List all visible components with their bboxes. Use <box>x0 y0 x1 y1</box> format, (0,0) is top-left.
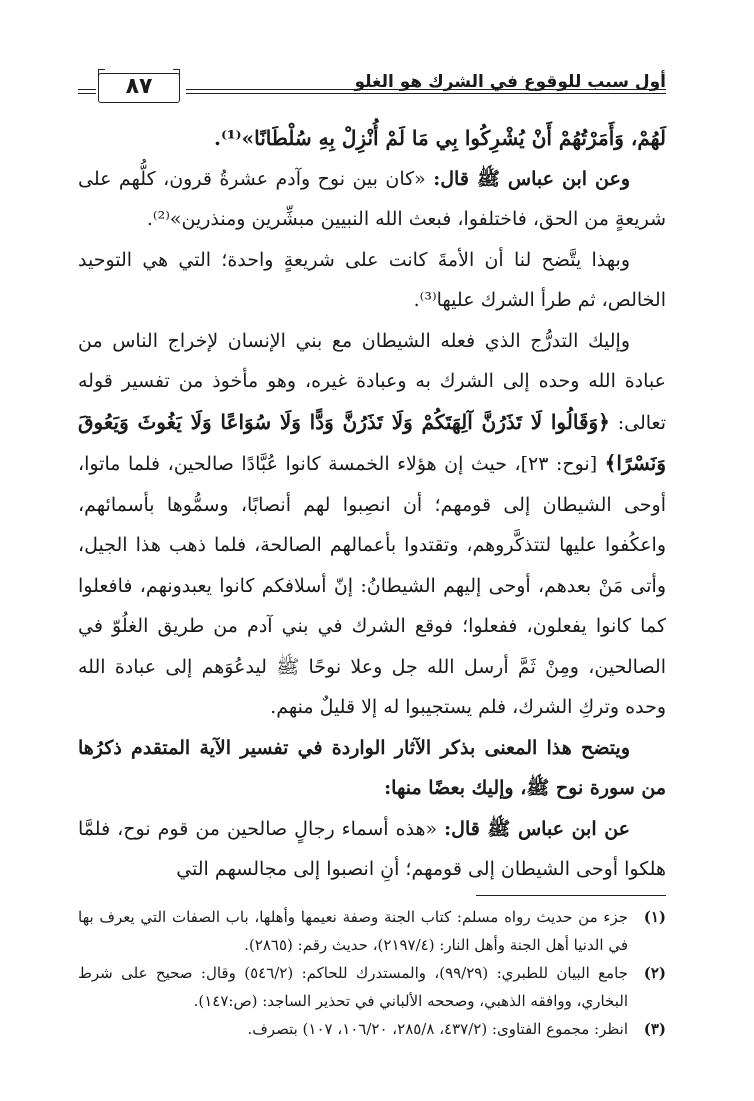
narrator-lead-2: عن ابن عباس ﷺ قال: <box>444 817 630 840</box>
page-number: ٨٧ <box>98 73 180 103</box>
paragraph-4-body: [نوح: ٢٣]، حيث إن هؤلاء الخمسة كانوا عُبَّادًا صالحين، فلما ماتوا، أوحى الشيطان إلى قومهم؛ أن انصِبوا لهم أنصابًا، وسمُّوها بأسمائهم، واعكُفوا عليها لتتذكَّروهم، وتقتدوا بأعمالهم الصالحة، فلما ذهب هذا الجيل، وأتى مَنْ بعدهم، أوحى إليهم الشيطانُ: إنّ أسلافكم كانوا يعبدونهم، فافعلوا كما كانوا يفعلون، ففعلوا؛ فوقع الشرك في بني آدم من طريق الغلُوّ في الصالحين، ومِنْ ثَمَّ أرسل الله جل وعلا نوحًا ﷺ ليدعُوَهم إلى عبادة الله وحده وتركِ الشرك، فلم يستجيبوا له إلا قليلٌ منهم. <box>78 453 666 718</box>
footnote-2 <box>78 959 666 1015</box>
header-rule-left <box>78 89 96 94</box>
paragraph-4 <box>78 321 666 728</box>
narration-text-2: «هذه أسماء رجالٍ صالحين من قوم نوح، فلمَّا هلكوا أوحى الشيطان إلى قومهم؛ أنِ انصبوا إلى مجالسهم التي <box>78 817 666 880</box>
page-header <box>78 60 666 104</box>
paragraph-6 <box>78 809 666 890</box>
main-text <box>78 118 666 890</box>
footnote-text: جامع البيان للطبري: (٩٩/٢٩)، والمستدرك للحاكم: (٥٤٦/٢) وقال: صحيح على شرط البخاري، ووافقه الذهبي، وصححه الألباني في تحذير الساجد: (ص:١٤٧). <box>78 964 629 1010</box>
paragraph-4-intro: وإليك التدرُّج الذي فعله الشيطان مع بني الإنسان لإخراج الناس من عبادة الله وحده إلى الشرك به وعبادة غيره، وهو مأخوذ من تفسير قوله تعالى: <box>78 329 666 434</box>
footnote-3 <box>78 1015 666 1043</box>
header-rule <box>186 89 666 94</box>
paragraph-1: لَهُمْ، وَأَمَرْتُهُمْ أَنْ يُشْرِكُوا بِي مَا لَمْ أُنْزِلْ بِهِ سُلْطَانًا»⁽¹⁾. <box>213 126 666 150</box>
paragraph-3: وبهذا يتَّضح لنا أن الأمةَ كانت على شريعةٍ واحدة؛ التي هي التوحيد الخالص، ثم طرأ الشرك عليها⁽³⁾. <box>78 248 666 311</box>
footnote-number: (٣) <box>643 1020 666 1038</box>
footnotes <box>78 903 666 1043</box>
footnote-number: (٢) <box>643 964 666 982</box>
footnote-text: جزء من حديث رواه مسلم: كتاب الجنة وصفة نعيمها وأهلها، باب الصفات التي يعرف بها في الدنيا أهل الجنة وأهل النار: (٢١٩٧/٤)، حديث رقم: (٢٨٦٥). <box>78 908 628 954</box>
narrator-lead: وعن ابن عباس ﷺ قال: <box>433 167 630 190</box>
paragraph-2 <box>78 159 666 240</box>
footnote-1 <box>78 903 666 959</box>
footnote-divider <box>476 895 666 896</box>
narration-text: «كان بين نوح وآدم عشرةُ قرون، كلُّهم على شريعةٍ من الحق، فاختلفوا، فبعث الله النبيين مبشِّرين ومنذرين»⁽²⁾. <box>78 167 666 230</box>
running-title: أول سبب للوقوع في الشرك هو الغلو <box>354 72 666 92</box>
footnote-text: انظر: مجموع الفتاوى: (٤٣٧/٢، ٢٨٥/٨، ١٠٦/٢٠، ١٠٧) بتصرف. <box>247 1020 628 1038</box>
paragraph-5: ويتضح هذا المعنى بذكر الآثار الواردة في تفسير الآية المتقدم ذكرُها من سورة نوح ﷺ، وإليك بعضًا منها: <box>78 736 666 799</box>
quran-verse: ﴿وَقَالُوا لَا تَذَرُنَّ آلِهَتَكُمْ وَلَا تَذَرُنَّ وَدًّا وَلَا سُوَاعًا وَلَا يَغُوثَ وَيَعُوقَ وَنَسْرًا﴾ <box>78 409 667 475</box>
footnote-number: (١) <box>643 908 666 926</box>
